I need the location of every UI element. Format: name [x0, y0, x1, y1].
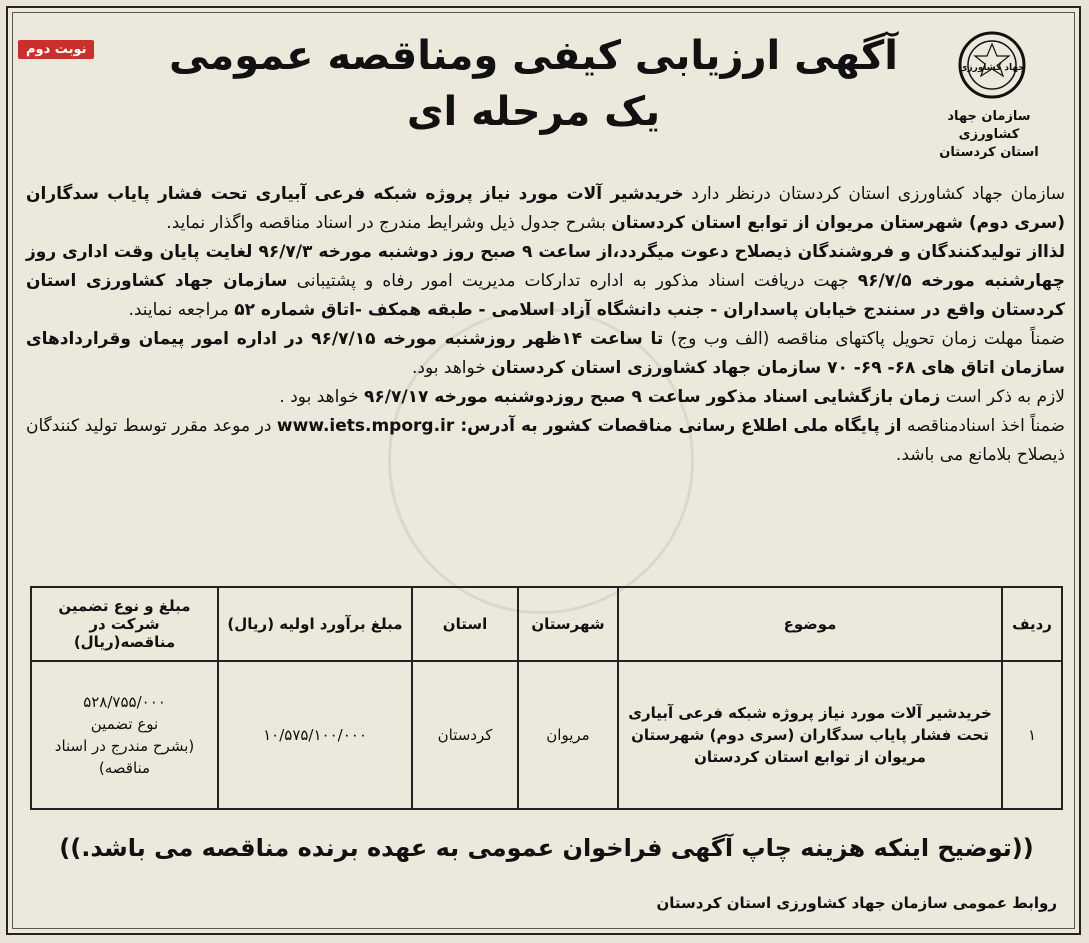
organization-line-2: استان کردستان	[939, 145, 1039, 160]
guarantee-note: (بشرح مندرج در اسناد مناقصه)	[54, 737, 195, 777]
svg-text:جهاد کشاورزی: جهاد کشاورزی	[959, 63, 1025, 73]
header-estimate: مبلغ برآورد اولیه (ریال)	[218, 587, 412, 661]
guarantee-type: نوع تضمین	[90, 715, 159, 733]
organization-line-1: سازمان جهاد کشاورزی	[947, 109, 1031, 142]
header-row-number: ردیف	[1002, 587, 1062, 661]
notice-title	[158, 28, 909, 140]
notice-body	[26, 180, 1065, 470]
header-city: شهرستان	[518, 587, 618, 661]
cell-row-number: ۱	[1002, 661, 1062, 809]
header-guarantee: مبلغ و نوع تضمین شرکت در مناقصه(ریال)	[31, 587, 218, 661]
cell-estimate: ۱۰/۵۷۵/۱۰۰/۰۰۰	[218, 661, 412, 809]
paragraph-5: ضمناً اخذ اسنادمناقصه از پایگاه ملی اطلاع رسانی مناقصات کشور به آدرس: www.iets.mporg.ir در موعد مقرر توسط تولید کنندگان ذیصلاح بلامانع می باشد.	[26, 416, 1065, 465]
cell-province: کردستان	[412, 661, 518, 809]
title-line-2: یک مرحله ای	[406, 89, 661, 135]
cell-guarantee	[31, 661, 218, 809]
jihad-agriculture-logo	[957, 30, 1027, 100]
public-relations-signature: روابط عمومی سازمان جهاد کشاورزی استان کردستان	[656, 894, 1057, 912]
table-header-row	[31, 587, 1062, 661]
cell-subject: خریدشیر آلات مورد نیاز پروژه شبکه فرعی آبیاری تحت فشار پایاب سدگاران (سری دوم) شهرستان مریوان از توابع استان کردستان	[618, 661, 1002, 809]
header-province: استان	[412, 587, 518, 661]
organization-name	[919, 108, 1059, 162]
cell-city: مریوان	[518, 661, 618, 809]
title-line-1: آگهی ارزیابی کیفی ومناقصه عمومی	[169, 33, 898, 79]
table-row	[31, 661, 1062, 809]
paragraph-1: سازمان جهاد کشاورزی استان کردستان درنظر دارد خریدشیر آلات مورد نیاز پروژه شبکه فرعی آبیاری تحت فشار پایاب سدگاران (سری دوم) شهرستان مریوان از توابع استان کردستان بشرح جدول ذیل وشرایط مندرج در اسناد مناقصه واگذار نماید.	[26, 184, 1065, 233]
paragraph-2: لذااز تولیدکنندگان و فروشندگان ذیصلاح دعوت میگردد،از ساعت ۹ صبح روز دوشنبه مورخه ۹۶/۷/۳ لغایت پایان وقت اداری روز چهارشنبه مورخه ۹۶/۷/۵ جهت دریافت اسناد مذکور به اداره تدارکات مدیریت امور رفاه و پشتیبانی سازمان جهاد کشاورزی استان کردستان واقع در سنندج خیابان پاسداران - جنب دانشگاه آزاد اسلامی - طبقه همکف -اتاق شماره ۵۲ مراجعه نمایند.	[26, 242, 1065, 320]
printing-cost-note: ((توضیح اینکه هزینه چاپ آگهی فراخوان عمومی به عهده برنده مناقصه می باشد.))	[59, 834, 1034, 862]
header-subject: موضوع	[618, 587, 1002, 661]
notice-frame	[6, 6, 1081, 935]
tender-portal-link[interactable]: www.iets.mporg.ir	[276, 416, 455, 436]
guarantee-amount: ۵۲۸/۷۵۵/۰۰۰	[83, 693, 166, 711]
paragraph-4: لازم به ذکر است زمان بازگشایی اسناد مذکور ساعت ۹ صبح روزدوشنبه مورخه ۹۶/۷/۱۷ خواهد بود .	[279, 387, 1065, 407]
paragraph-3: ضمناً مهلت زمان تحویل پاکتهای مناقصه (الف وب وج) تا ساعت ۱۴ظهر روزشنبه مورخه ۹۶/۷/۱۵ در اداره امور پیمان وقراردادهای سازمان اتاق های ۶۸- ۶۹- ۷۰ سازمان جهاد کشاورزی استان کردستان خواهد بود.	[26, 329, 1065, 378]
second-run-badge: نوبت دوم	[18, 40, 94, 59]
tender-table	[30, 586, 1063, 810]
